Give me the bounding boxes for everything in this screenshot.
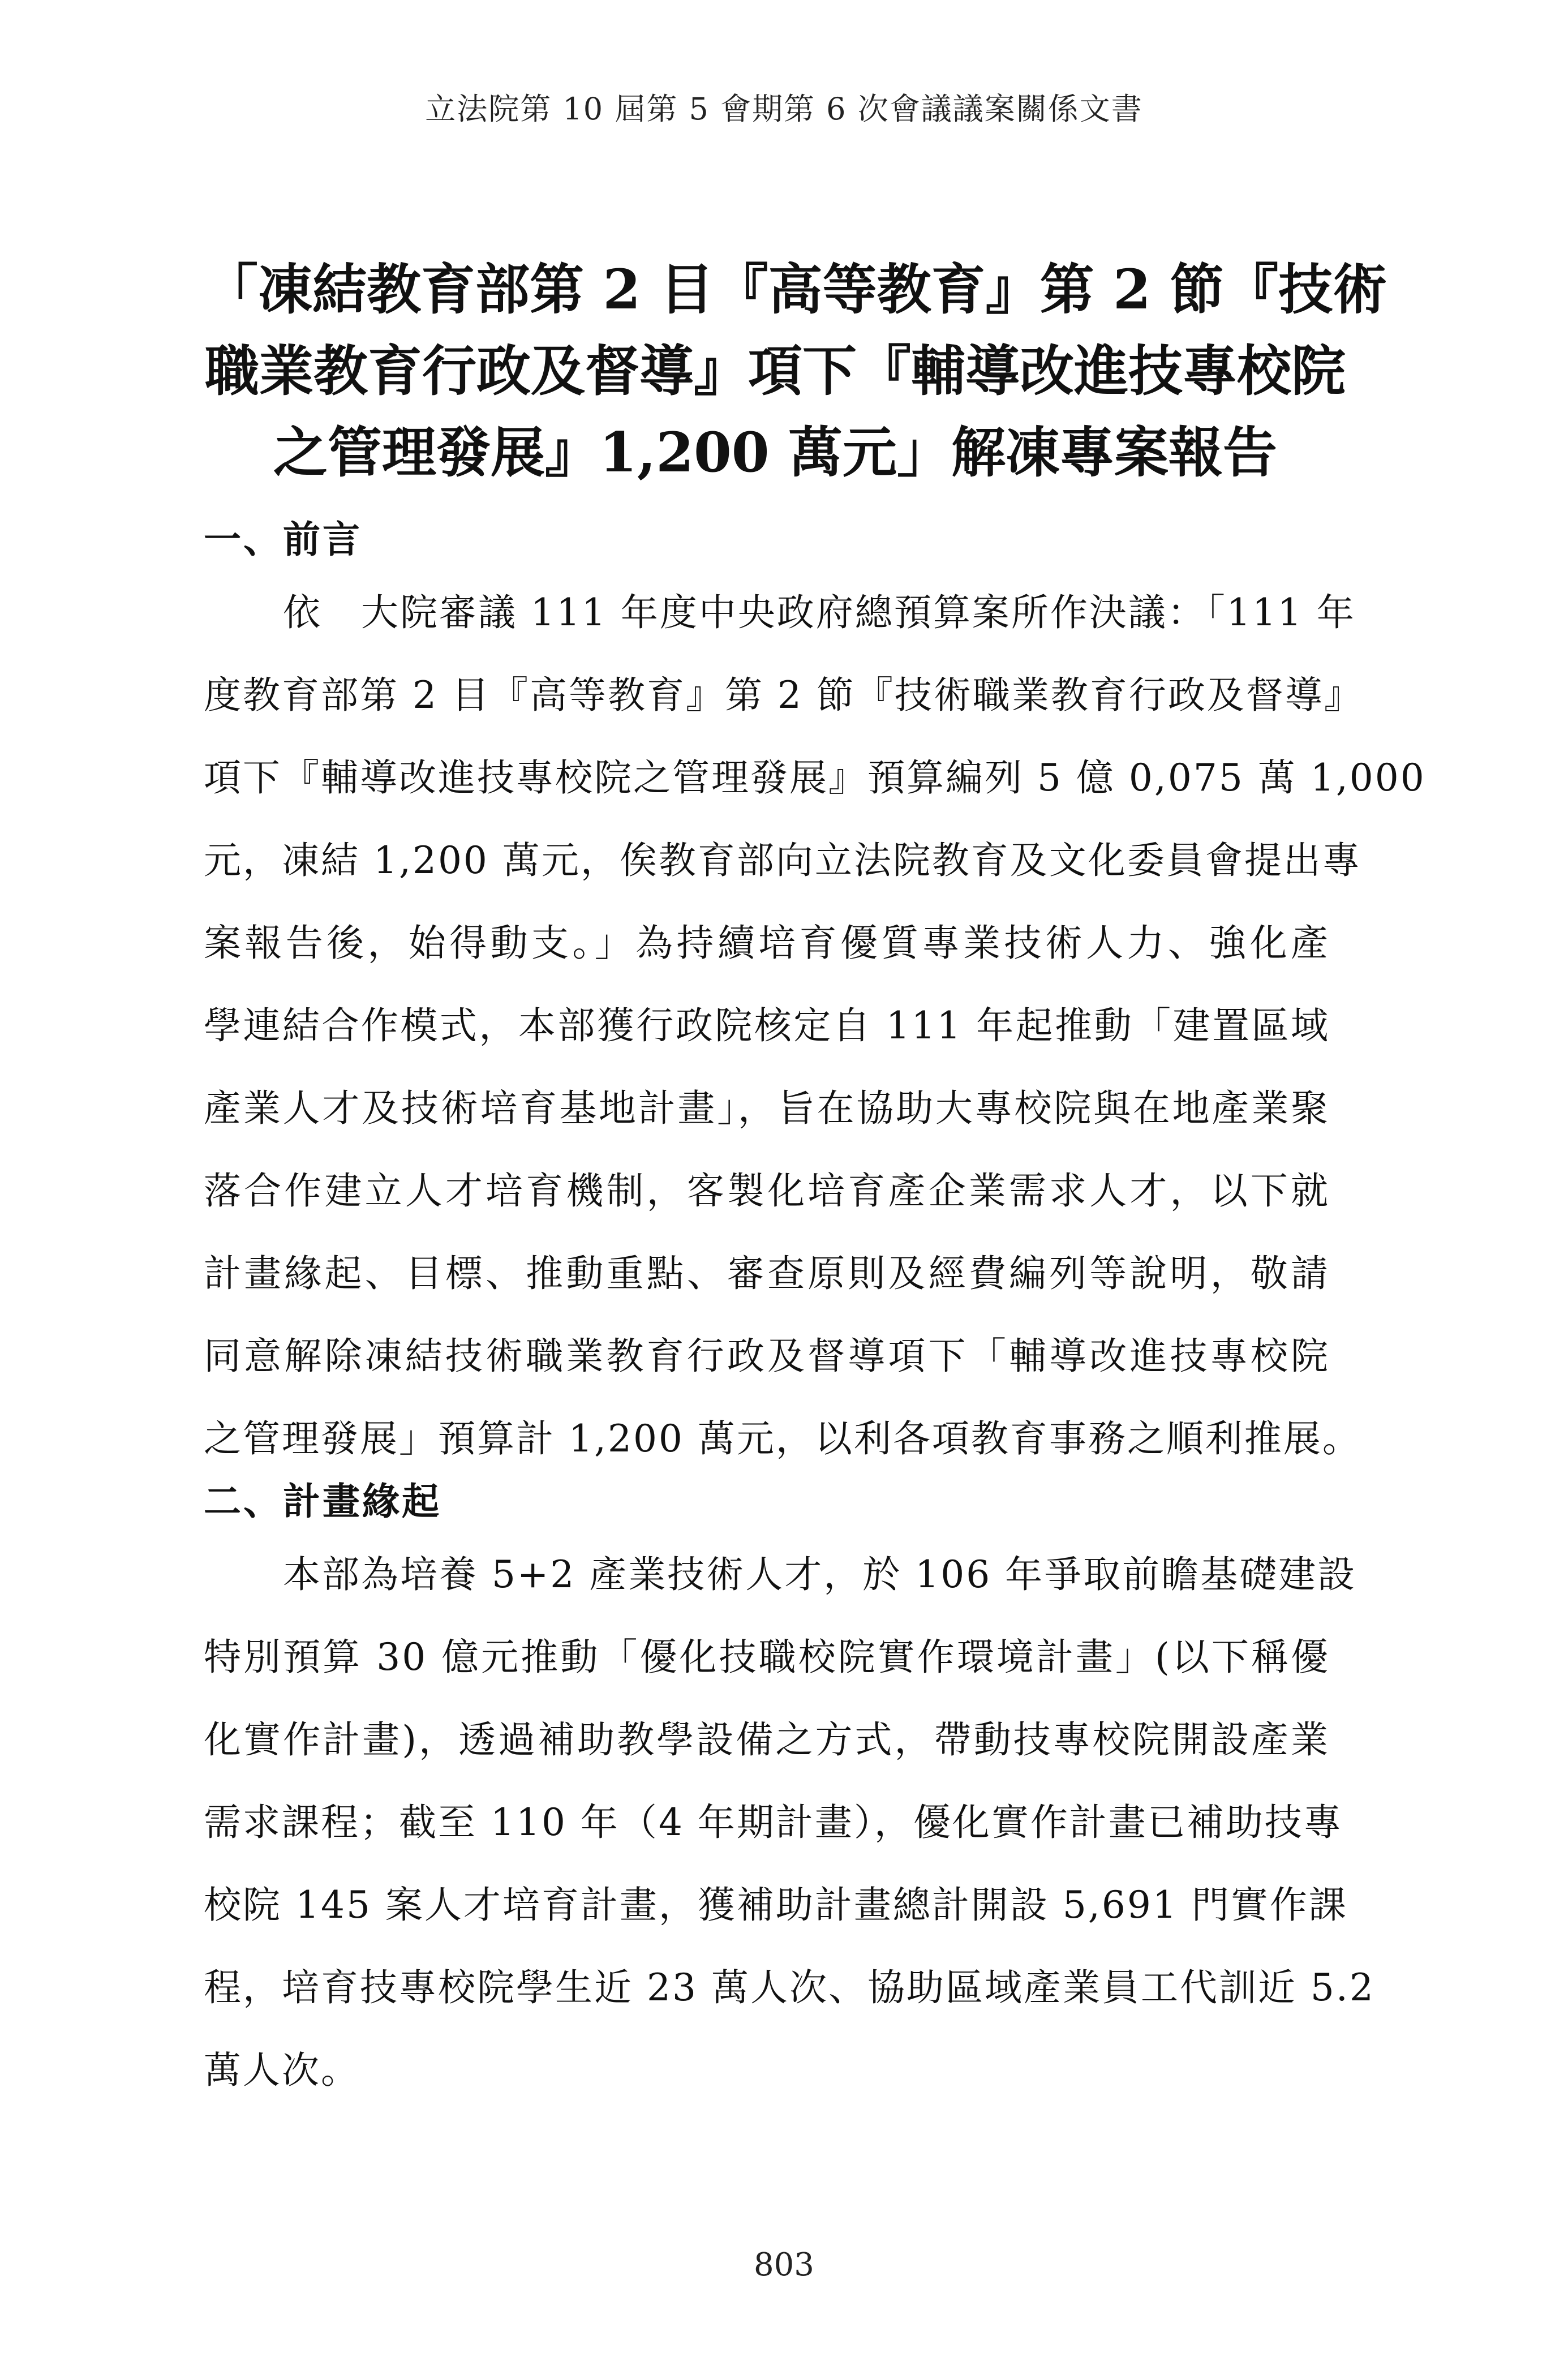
paragraph-line: 學連結合作模式，本部獲行政院核定自 111 年起推動「建置區域 bbox=[204, 1004, 1330, 1047]
section-body-foreword bbox=[204, 572, 1426, 1480]
paragraph-line: 落合作建立人才培育機制，客製化培育產企業需求人才，以下就 bbox=[204, 1169, 1330, 1213]
paragraph-line: 案報告後，始得動支。」為持續培育優質專業技術人力、強化產 bbox=[204, 921, 1330, 965]
paragraph-line: 程，培育技專校院學生近 23 萬人次、協助區域產業員工代訓近 5.2 bbox=[204, 1966, 1375, 2009]
title-line: 「凍結教育部第 2 目『高等教育』第 2 節『技術 bbox=[204, 257, 1387, 321]
page-number: 803 bbox=[754, 2246, 814, 2283]
paragraph-line: 元，凍結 1,200 萬元，俟教育部向立法院教育及文化委員會提出專 bbox=[204, 839, 1361, 882]
running-header: 立法院第 10 屆第 5 會期第 6 次會議議案關係文書 bbox=[425, 91, 1143, 127]
paragraph-line: 項下『輔導改進技專校院之管理發展』預算編列 5 億 0,075 萬 1,000 bbox=[204, 756, 1426, 800]
paragraph-line: 校院 145 案人才培育計畫，獲補助計畫總計開設 5,691 門實作課 bbox=[204, 1883, 1348, 1927]
paragraph-line: 計畫緣起、目標、推動重點、審查原則及經費編列等說明，敬請 bbox=[204, 1252, 1330, 1295]
title-line: 之管理發展』1,200 萬元」解凍專案報告 bbox=[273, 420, 1278, 484]
paragraph-line: 本部為培養 5+2 產業技術人才，於 106 年爭取前瞻基礎建設 bbox=[283, 1553, 1357, 1596]
document-title bbox=[204, 249, 1387, 493]
paragraph-line: 之管理發展」預算計 1,200 萬元，以利各項教育事務之順利推展。 bbox=[204, 1417, 1361, 1460]
section-heading-background: 二、計畫緣起 bbox=[204, 1479, 441, 1523]
paragraph-line: 化實作計畫)，透過補助教學設備之方式，帶動技專校院開設產業 bbox=[204, 1718, 1330, 1762]
section-heading-foreword: 一、前言 bbox=[204, 517, 362, 561]
paragraph-line: 度教育部第 2 目『高等教育』第 2 節『技術職業教育行政及督導』 bbox=[204, 673, 1363, 717]
title-line: 職業教育行政及督導』項下『輔導改進技專校院 bbox=[205, 339, 1346, 403]
paragraph-line: 特別預算 30 億元推動「優化技職校院實作環境計畫」(以下稱優 bbox=[204, 1635, 1330, 1679]
section-body-background bbox=[204, 1533, 1375, 2112]
paragraph-line: 同意解除凍結技術職業教育行政及督導項下「輔導改進技專校院 bbox=[204, 1334, 1330, 1378]
paragraph-line: 萬人次。 bbox=[204, 2048, 360, 2092]
paragraph-line: 需求課程；截至 110 年（4 年期計畫），優化實作計畫已補助技專 bbox=[204, 1801, 1343, 1844]
paragraph-line: 產業人才及技術培育基地計畫」，旨在協助大專校院與在地產業聚 bbox=[204, 1086, 1330, 1130]
paragraph-line: 依 大院審議 111 年度中央政府總預算案所作決議：「111 年 bbox=[283, 591, 1356, 634]
